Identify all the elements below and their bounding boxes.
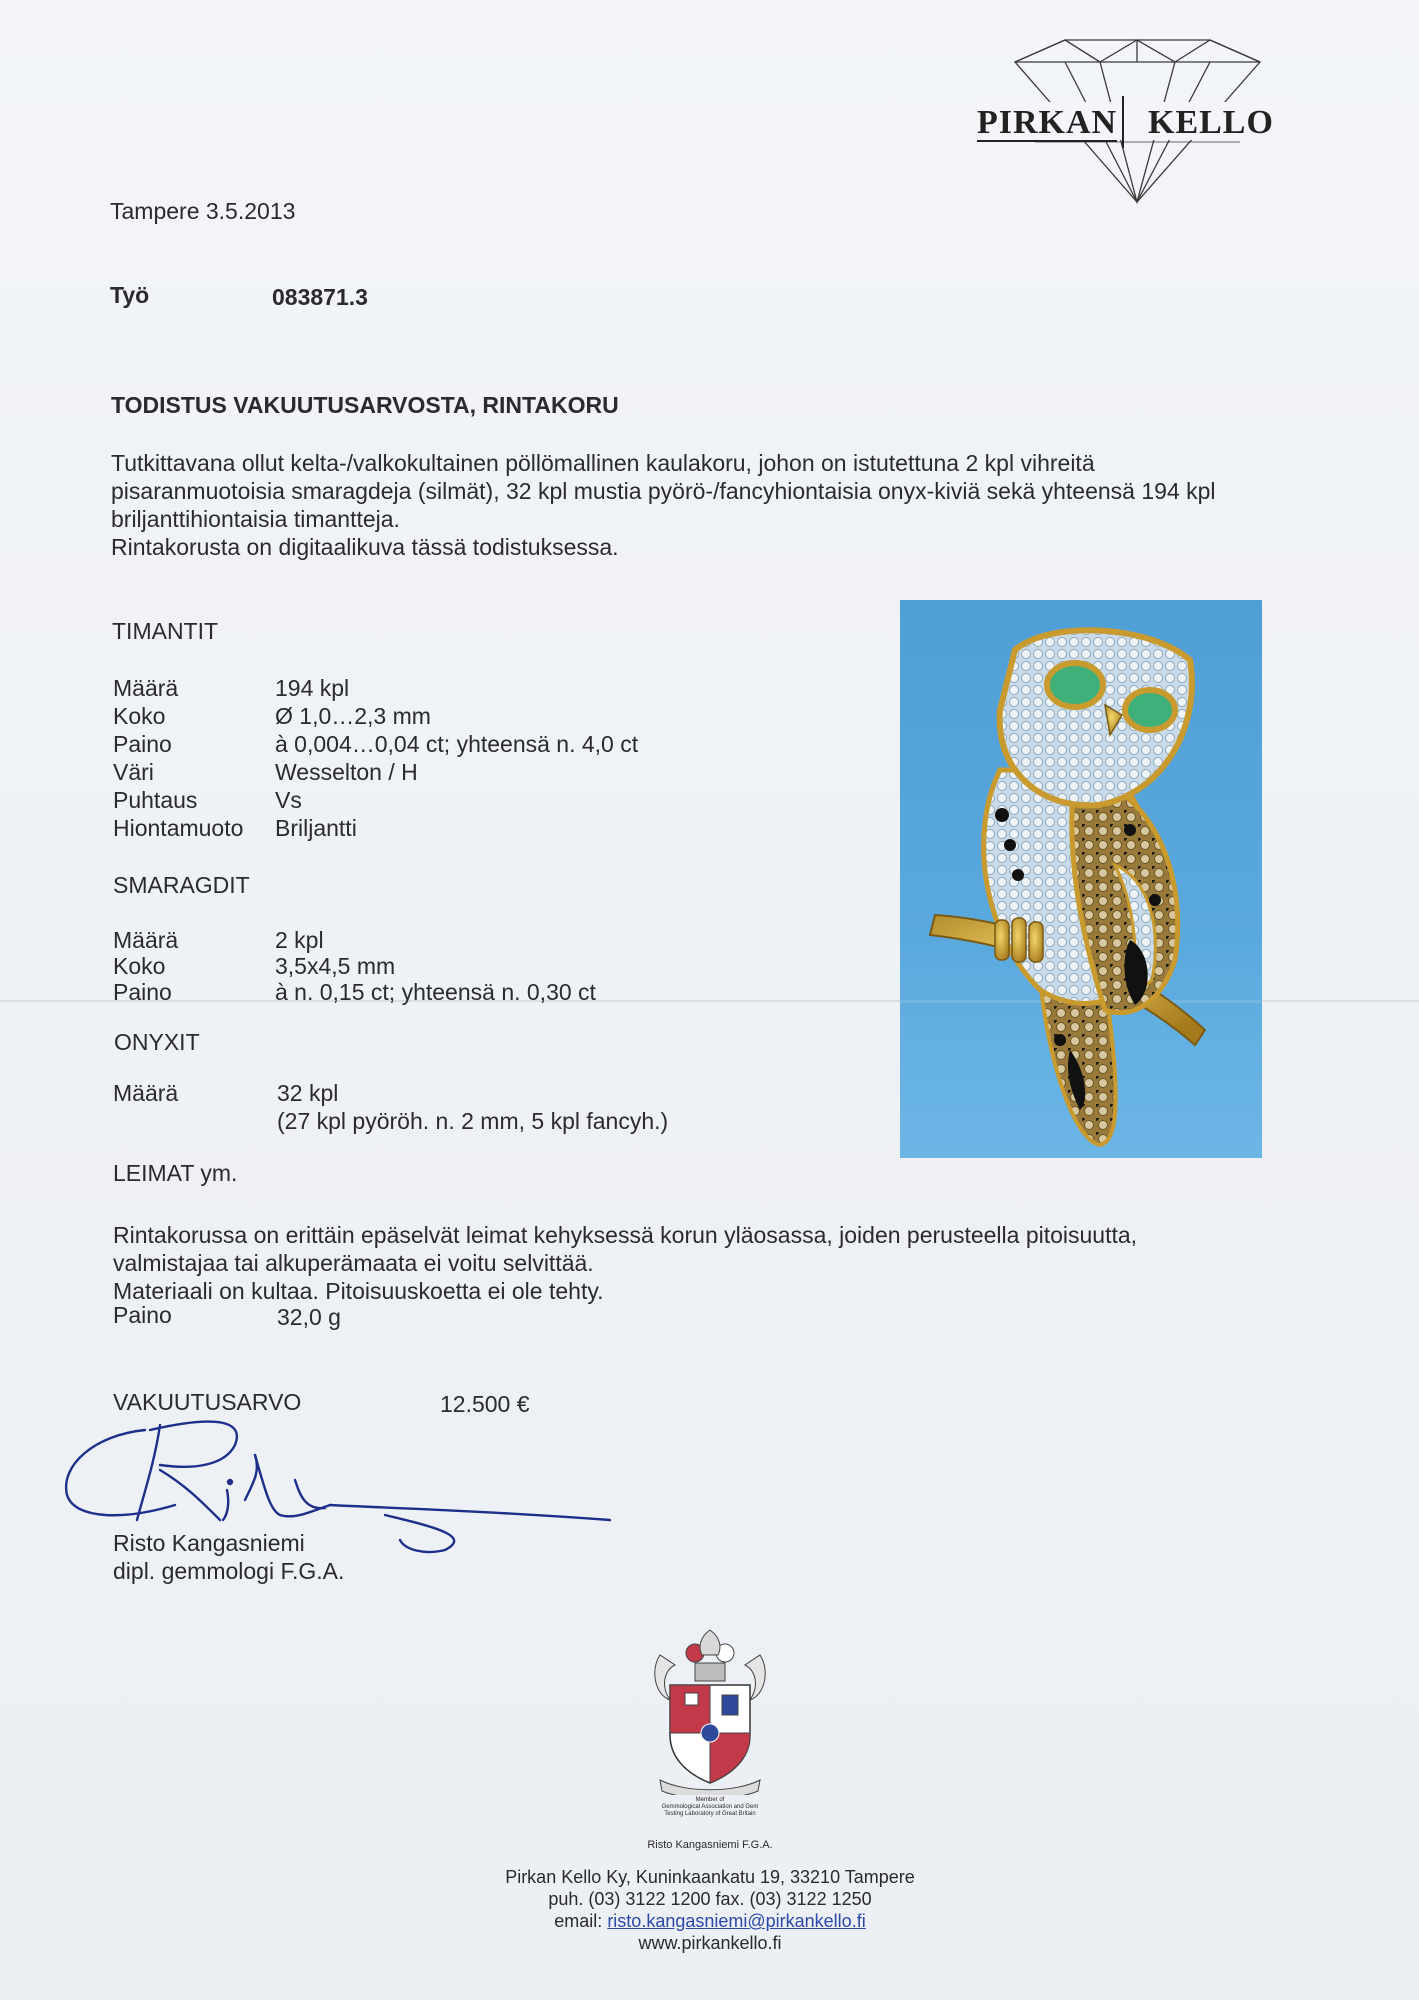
work-number: 083871.3 — [272, 284, 368, 310]
row-value: 3,5x4,5 mm — [275, 953, 396, 979]
diamonds-heading: TIMANTIT — [112, 618, 219, 644]
row-label: Määrä — [113, 675, 179, 701]
marks-line: Rintakorussa on erittäin epäselvät leimat kehyksessä korun yläosassa, joiden perusteella pitoisuutta, — [113, 1222, 1138, 1248]
footer-website[interactable]: www.pirkankello.fi — [638, 1933, 782, 1953]
gemmological-crest — [640, 1625, 780, 1835]
emeralds-heading: SMARAGDIT — [113, 872, 250, 898]
work-label: Työ — [110, 282, 150, 308]
signer-name: Risto Kangasniemi — [113, 1530, 305, 1556]
onyx-table — [0, 1079, 800, 1139]
company-logo — [975, 32, 1300, 207]
insurance-value: 12.500 € — [440, 1391, 530, 1417]
row-label: Paino — [113, 979, 172, 1005]
marks-heading: LEIMAT ym. — [113, 1160, 238, 1186]
footer-email-row — [360, 1910, 1060, 1932]
diamonds-table — [0, 674, 800, 844]
row-value: Briljantti — [275, 815, 357, 841]
row-value: Ø 1,0…2,3 mm — [275, 703, 431, 729]
row-value: 194 kpl — [275, 675, 350, 701]
logo-right-text: KELLO — [1148, 104, 1274, 141]
crest-member-line: Gemmological Association and Gem — [661, 1804, 759, 1810]
emeralds-table — [0, 926, 800, 1016]
intro-paragraph — [111, 449, 1216, 561]
row-label: Väri — [113, 759, 154, 785]
row-label: Puhtaus — [113, 787, 198, 813]
row-value: à 0,004…0,04 ct; yhteensä n. 4,0 ct — [275, 731, 639, 757]
row-value: 32 kpl — [277, 1080, 339, 1106]
intro-line: Tutkittavana ollut kelta-/valkokultainen pöllömallinen kaulakoru, johon on istutettuna 2 kpl vihreitä — [111, 450, 1095, 476]
row-label: Koko — [113, 703, 166, 729]
marks-line: valmistajaa tai alkuperämaata ei voitu selvittää. — [113, 1250, 594, 1276]
row-label: Hiontamuoto — [113, 815, 244, 841]
insurance-label: VAKUUTUSARVO — [113, 1389, 302, 1415]
row-value: à n. 0,15 ct; yhteensä n. 0,30 ct — [275, 979, 596, 1005]
footer-email-link[interactable]: risto.kangasniemi@pirkankello.fi — [607, 1911, 866, 1931]
intro-line: Rintakorusta on digitaalikuva tässä todistuksessa. — [111, 534, 619, 560]
row-value: Vs — [275, 787, 302, 813]
row-value: Wesselton / H — [275, 759, 418, 785]
footer-phone: puh. (03) 3122 1200 fax. (03) 3122 1250 — [548, 1889, 872, 1909]
row-label: Koko — [113, 953, 166, 979]
footer-address: Pirkan Kello Ky, Kuninkaankatu 19, 33210 Tampere — [505, 1867, 915, 1887]
signer-title: dipl. gemmologi F.G.A. — [113, 1558, 345, 1584]
row-label: Määrä — [113, 927, 179, 953]
intro-line: briljanttihiontaisia timantteja. — [111, 506, 400, 532]
intro-line: pisaranmuotoisia smaragdeja (silmät), 32 kpl mustia pyörö-/fancyhiontaisia onyx-kiviä sekä yhteensä 194 kpl — [111, 478, 1216, 504]
footer-email-label: email: — [554, 1911, 603, 1931]
marks-line: Materiaali on kultaa. Pitoisuuskoetta ei ole tehty. — [113, 1278, 604, 1304]
logo-left-text: PIRKAN — [977, 104, 1118, 141]
onyx-heading: ONYXIT — [114, 1029, 200, 1055]
row-value: 2 kpl — [275, 927, 324, 953]
brooch-photo — [900, 600, 1262, 1158]
document-title: TODISTUS VAKUUTUSARVOSTA, RINTAKORU — [111, 392, 619, 418]
row-label: Määrä — [113, 1080, 179, 1106]
date-line: Tampere 3.5.2013 — [110, 198, 296, 224]
crest-member-line: Testing Laboratory of Great Britain — [664, 1811, 756, 1817]
row-label: Paino — [113, 731, 172, 757]
crest-name: Risto Kangasniemi F.G.A. — [647, 1839, 773, 1851]
weight-value: 32,0 g — [277, 1304, 341, 1330]
crest-member-line: Member of — [695, 1797, 725, 1803]
marks-paragraph — [113, 1221, 1137, 1305]
footer — [360, 1866, 1060, 1954]
weight-label: Paino — [113, 1302, 172, 1328]
row-value-detail: (27 kpl pyöröh. n. 2 mm, 5 kpl fancyh.) — [277, 1108, 669, 1134]
